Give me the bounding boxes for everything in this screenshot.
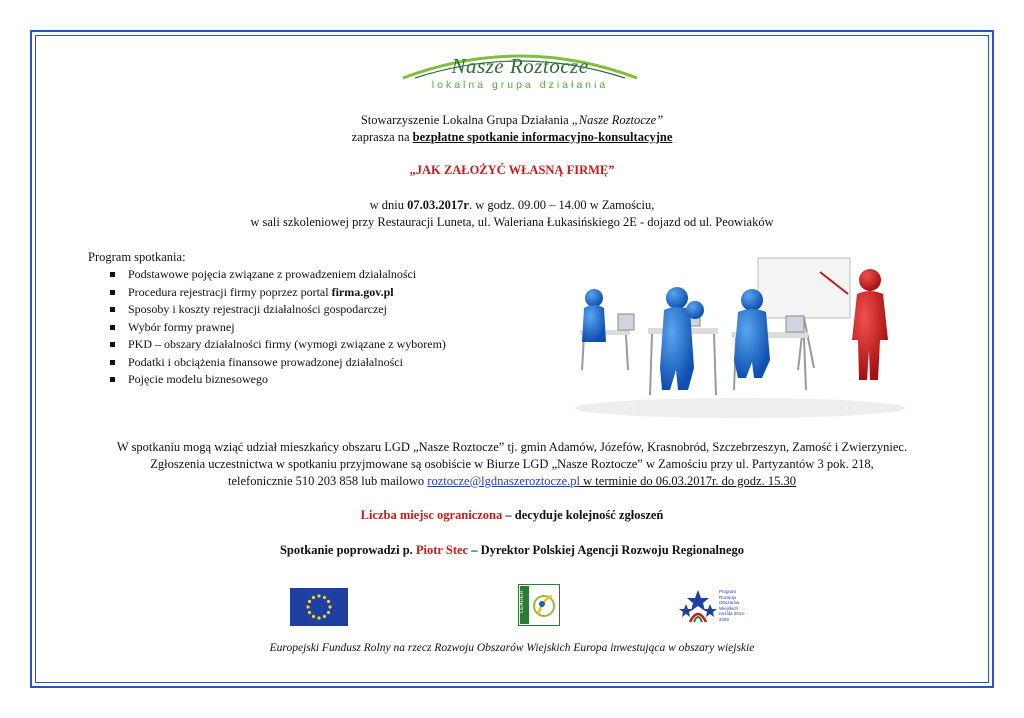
prow-line: Obszarów <box>719 600 740 606</box>
training-illustration <box>570 250 910 420</box>
prow-line: Program <box>719 589 737 594</box>
deadline-text: w terminie do 06.03.2017r. do godz. 15.30 <box>580 474 796 488</box>
date-line <box>0 198 1024 213</box>
nasze-roztocze-logo <box>395 42 645 92</box>
host-prefix: Spotkanie poprowadzi p. <box>279 543 416 557</box>
seat-limit-text: Liczba miejsc ograniczona <box>360 508 503 522</box>
logo-title: Nasze Roztocze <box>451 54 589 78</box>
seat-limit-line <box>0 508 1024 523</box>
prow-text <box>719 589 750 623</box>
event-date: 07.03.2017r <box>407 198 469 212</box>
program-heading: Program spotkania: <box>88 250 186 264</box>
organizer-prefix: Stowarzyszenie Lokalna Grupa Działania <box>360 113 572 127</box>
invitation-event: bezpłatne spotkanie informacyjno-konsultacyjne <box>412 130 673 144</box>
portal-name: firma.gov.pl <box>331 284 394 299</box>
host-name: Piotr Stec <box>415 543 469 557</box>
organizer-line <box>0 113 1024 128</box>
list-item: PKD – obszary działalności firmy (wymogi związane z wyborem) <box>108 336 446 354</box>
date-suffix: . w godz. 09.00 – 14.00 w Zamościu, <box>468 198 655 212</box>
host-suffix: – Dyrektor Polskiej Agencji Rozwoju Regionalnego <box>468 543 744 557</box>
eu-flag-icon <box>290 588 348 626</box>
funding-footer: Europejski Fundusz Rolny na rzecz Rozwoju Obszarów Wiejskich Europa inwestująca w obszary wiejskie <box>269 642 755 654</box>
prow-logo <box>678 586 750 626</box>
venue-line: w sali szkoleniowej przy Restauracji Luneta, ul. Waleriana Łukasińskiego 2E - dojazd od ul. Peowiaków <box>250 215 774 229</box>
leader-logo <box>518 584 560 626</box>
contact-line <box>0 474 1024 489</box>
list-item: Podstawowe pojęcia związane z prowadzeniem działalności <box>108 266 446 284</box>
list-item: Wybór formy prawnej <box>108 319 446 337</box>
list-item-text: Procedura rejestracji firmy poprzez portal <box>128 284 332 299</box>
list-item: Sposoby i koszty rejestracji działalności gospodarczej <box>108 301 446 319</box>
logo-subtitle: lokalna grupa działania <box>431 79 609 91</box>
prow-line: Rozwoju <box>719 594 737 600</box>
prow-line: na lata 2014-2020 <box>719 611 746 622</box>
participants-info: W spotkaniu mogą wziąć udział mieszkańcy obszaru LGD „Nasze Roztocze” tj. gmin Adamów, Józefów, Krasnobród, Szczebrzeszyn, Zamość i Zwierzyniec. <box>116 440 908 454</box>
date-prefix: w dniu <box>369 198 408 212</box>
list-item: Podatki i obciążenia finansowe prowadzonej działalności <box>108 354 446 372</box>
list-item: Pojęcie modelu biznesowego <box>108 371 446 389</box>
host-line <box>0 543 1024 558</box>
list-item <box>108 284 446 302</box>
organizer-name: „Nasze Roztocze” <box>571 113 664 127</box>
prow-stars-icon <box>678 586 718 626</box>
program-list <box>108 266 446 389</box>
leader-text: LEADER <box>519 590 525 614</box>
event-title: „JAK ZAŁOŻYĆ WŁASNĄ FIRMĘ” <box>409 163 615 177</box>
invitation-prefix: zaprasza na <box>351 130 413 144</box>
seat-limit-rest: – decyduje kolejność zgłoszeń <box>502 508 664 522</box>
prow-line: Wiejskich <box>719 605 739 611</box>
invitation-line <box>0 130 1024 145</box>
email-link[interactable]: roztocze@lgdnaszeroztocze.pl <box>427 474 581 488</box>
registration-info: Zgłoszenia uczestnictwa w spotkaniu przyjmowane są osobiście w Biurze LGD „Nasze Roztocze” w Zamościu przy ul. Partyzantów 3 pok. 218, <box>150 457 874 471</box>
contact-prefix: telefonicznie 510 203 858 lub mailowo <box>228 474 428 488</box>
